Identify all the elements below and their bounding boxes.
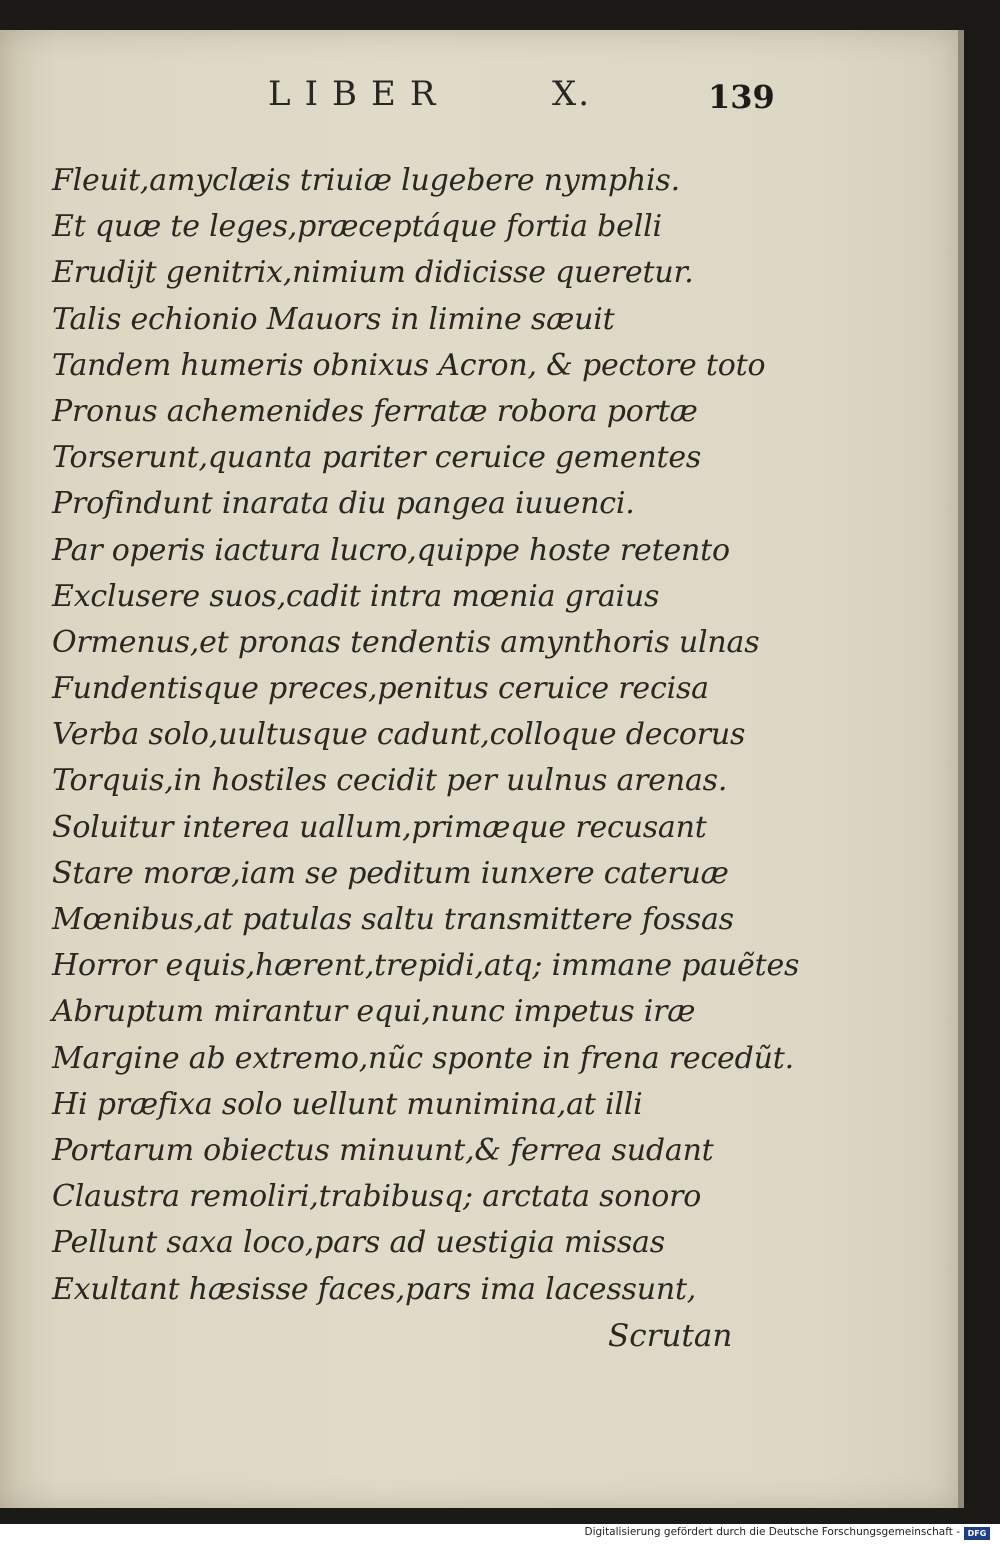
- verse-line: Exclusere suos,cadit intra mœnia graius: [52, 578, 660, 614]
- footer-bar: [0, 1524, 1000, 1544]
- verse-line: Talis echionio Mauors in limine sæuit: [52, 301, 615, 337]
- verse-line: Profindunt inarata diu pangea iuuenci.: [52, 486, 635, 522]
- verse-line: Verba solo,uultusque cadunt,colloque decorus: [52, 717, 746, 753]
- verse-line: Soluitur interea uallum,primæque recusant: [52, 809, 707, 845]
- verse-line: Torquis,in hostiles cecidit per uulnus arenas.: [52, 763, 728, 799]
- book-page: [0, 30, 958, 1508]
- verse-line: Margine ab extremo,nũc sponte in frena recedũt.: [52, 1040, 794, 1076]
- page-number: 139: [708, 78, 775, 116]
- verse-line: Claustra remoliri,trabibusq; arctata sonoro: [52, 1179, 702, 1215]
- book-number: X.: [552, 74, 592, 114]
- verse-line: Hi præfixa solo uellunt munimina,at illi: [52, 1086, 643, 1122]
- page-edge: [958, 30, 964, 1508]
- verse-line: Mœnibus,at patulas saltu transmittere fossas: [52, 902, 734, 937]
- verse-line: Fleuit,amyclæis triuiæ lugebere nymphis.: [52, 163, 680, 198]
- verse-line: Pronus achemenides ferratæ robora portæ: [52, 393, 698, 429]
- digitization-credit: Digitalisierung gefördert durch die Deutsche Forschungsgemeinschaft -: [584, 1526, 960, 1538]
- verse-line: Et quæ te leges,præceptáque fortia belli: [52, 209, 662, 245]
- running-head: LIBER: [268, 74, 450, 114]
- page-header: [0, 70, 958, 130]
- verse-line: Stare moræ,iam se peditum iunxere cateruæ: [52, 855, 729, 891]
- verse-line: Portarum obiectus minuunt,& ferrea sudant: [52, 1132, 714, 1168]
- verse-line: Torserunt,quanta pariter ceruice gementes: [52, 440, 702, 476]
- catchword: Scrutan: [608, 1318, 733, 1354]
- verse-line: Abruptum mirantur equi,nunc impetus iræ: [52, 994, 696, 1030]
- verse-line: Ormenus,et pronas tendentis amynthoris ulnas: [52, 624, 760, 660]
- verse-line: Erudijt genitrix,nimium didicisse queretur.: [52, 255, 694, 291]
- verse-line: Par operis iactura lucro,quippe hoste retento: [52, 532, 730, 568]
- verse-block: [52, 158, 800, 1313]
- verse-line: Exultant hæsisse faces,pars ima lacessunt,: [52, 1271, 697, 1307]
- verse-line: Pellunt saxa loco,pars ad uestigia missas: [52, 1225, 665, 1261]
- dfg-logo-icon: DFG: [964, 1527, 990, 1540]
- verse-line: Horror equis,hærent,trepidi,atq; immane pauẽtes: [52, 948, 800, 984]
- verse-line: Tandem humeris obnixus Acron, & pectore toto: [52, 347, 766, 383]
- verse-line: Fundentisque preces,penitus ceruice recisa: [52, 671, 709, 707]
